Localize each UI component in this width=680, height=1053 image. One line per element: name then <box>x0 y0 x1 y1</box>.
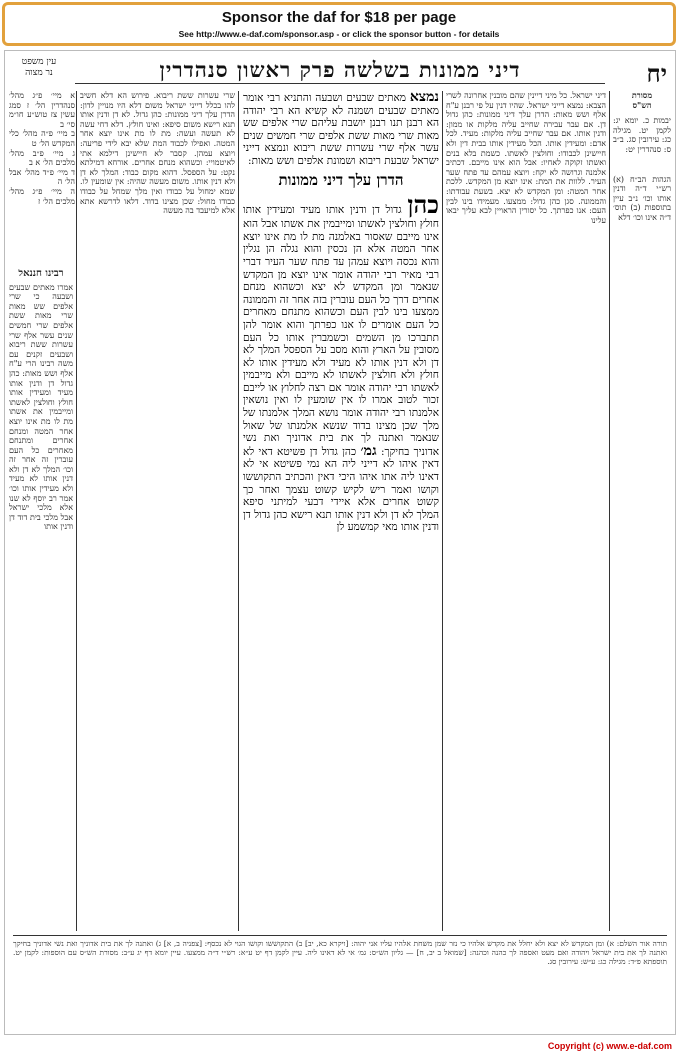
mesoret-text: יבמות כ. יומא יג: לקמן יט. מגילה כג: עירובין סג. ב״ב ס: סנהדרין יט: <box>613 116 671 154</box>
running-title: דיני ממונות בשלשה פרק ראשון סנהדרין <box>159 57 521 82</box>
ein-mishpat-column: א מיי׳ פ״ג מהל׳ סנהדרין הל׳ ז סמג עשין צז טוש״ע חו״מ סי׳ ב ב מיי׳ פ״ה מהל׳ כלי המקדש הל׳ ט ג מיי׳ פ״ב מהל׳ מלכים הל׳ א ב ד מיי׳ פ״ד מהל׳ אבל הל׳ ה ה מיי׳ פ״ג מהל׳ מלכים הל׳ ז <box>9 91 75 206</box>
daf-number: יח <box>646 59 667 88</box>
tosafot-column <box>80 91 235 931</box>
gemara-text-d: כהן גדול דן פשיטא דאי לא דאין איהו לא דייני ליה הא נמי פשיטא אי לא דאינו ליה אתו איהו היכי דאין והכתיב התקוששו וקושו ואמר ריש לקיש קשוט עצמך ואחר כך קשוט אחרים אלא איידי דבעי למיתני סיפא המלך לא דן ולא דנין אותו תנא רישא כהן גדול דן ודנין אותו מאי קמשמע לן <box>243 445 439 534</box>
mesoret-hashas-column <box>613 91 671 931</box>
sponsor-title[interactable]: Sponsor the daf for $18 per page <box>221 9 457 26</box>
gemara-marker: גמ׳ <box>360 442 377 459</box>
rashi-text: דיני ישראל. כל מיני דיינין שהם מובנין אחרונה לשרי הצבא: נמצא דייני ישראל. שהיו דנין על פי רבנן ע"ח אלף ושש מאות: הדרן עלך דיני ממונות: כהן גדול דן. אם עבר עבירה שחייב עליה מלקות או ממון: ודנין אותו. אם עבר שחייב עליה מלקות: מעיד. לכל אדם: ומעידין אותו. הכל מעידין אותו בבית דין ולא חיישינן לכבודו: וחולצין לאשתו. כשמת בלא בנים ואשתו זקוקה לאחיו: אבל הוא אינו מייבם. דכתיב אלמנה וגרושה לא יקח: ויוצא עמהם עד פתח שער העיר. ללוות את המת: אינו יוצא מן המקדש. ללכת אחר המטה: ומן המקדש לא יצא. בשעת עבודתו: והממונה. סגן כהן גדול: ממצעו. מעמידו בינו לבין העם: אנו כפרתך. כל יסורין הראויין לבא עליך יבאו עלינו <box>446 91 606 225</box>
rabbeinu-chananel-text: אמרו מאתים שבעים ושבעה כי שרי אלפים שש מאות שרי מאות ששת אלפים שרי חמשים שנים עשר אלף שרי עשרות ששת ריבוא ושבעים זקנים עם משה רבינו הרי ע"ח אלף ושש מאות: כהן גדול דן ודנין אותו מעיד ומעידין אותו חולץ וחולצין לאשתו ומייבמין את אשתו מת לו מת אינו יוצא אחר המטה ומנחם אחרים ומתנחם מאחרים כל העם עוברין זה אחר זה וכו׳ המלך לא דן ולא דנין אותו לא מעיד ולא מעידין אותו וכו׳ אמר רב יוסף לא שנו אלא מלכי ישראל אבל מלכי בית דוד דן ודנין אותו <box>9 282 73 532</box>
rabbeinu-chananel-column <box>9 269 73 929</box>
gemara-text-a: מאתים שבעים ושבעה והתניא רבי אומר מאתים שבעים ושמנה לא קשיא הא רבי יהודה הא רבנן תנו רבנן יושבת עליהם שרי אלפים שש מאות שרי מאות ששת אלפים שרי חמשים שנים עשר אלף שרי עשרות ששת ריבוא ונמצא דייני ישראל שבעת ריבוא ושמונת אלפים ושש מאות: <box>243 92 439 167</box>
mishna-text-b: גדול דן ודנין אותו מעיד ומעידין אותו חולץ וחולצין לאשתו ומייבמין את אשתו אבל הוא אינו מייבם שאסור באלמנה מת לו מת אינו יוצא אחר המטה אלא הן נכסין והוא נגלה הן נגלין והוא נכסה ויוצא עמהן עד פתח שער העיר דברי רבי מאיר רבי יהודה אומר אינו יוצא מן המקדש שנאמר ומן המקדש לא יצא וכשהוא מנחם אחרים דרך כל העם עוברין בזה אחר זה והממונה ממצעו בינו לבין העם וכשהוא מתנחם מאחרים כל העם אומרים לו אנו כפרתך והוא אומר להן תתברכו מן השמים וכשמברין אותו כל העם מסובין על הארץ והוא מסב על הספסל <box>243 204 439 357</box>
mishna-text-c: המלך לא דן ולא דנין אותו לא מעיד ולא מעידין אותו לא חולץ ולא חולצין לאשתו לא מייבם ולא מייבמין לאשתו רבי יהודה אומר אם רצה לחלוץ או לייבם זכור לטוב אמרו לו אין שומעין לו ואין נושאין אלמנתו רבי יהודה אומר נושא המלך אלמנתו של מלך שכן מצינו בדוד שנשא אלמנתו של שאול שנאמר ואתנה לך את בית אדוניך ואת נשי אדוניך בחיקך: <box>243 344 439 458</box>
rabbeinu-chananel-title: רבינו חננאל <box>18 269 64 279</box>
hagahot-habach: הגהות הב״ח (א) רש״י ד״ה ודנין אותו וכו׳ נ״ב עיין בתוספות (ב) תוס׳ ד״ה אינו וכו׳ דלא <box>613 174 671 222</box>
opening-word: נמצא <box>409 91 439 105</box>
rashi-column <box>446 91 606 931</box>
ein-mishpat-heading: עין משפט נר מצוה <box>21 57 57 78</box>
footer-rule <box>13 935 667 936</box>
kohen-gadol-opening: כהן <box>407 190 439 220</box>
header-rule <box>75 83 605 84</box>
sponsor-banner[interactable] <box>2 2 676 46</box>
column-divider-tosafot <box>238 91 239 931</box>
column-divider-left <box>76 91 77 931</box>
talmud-page <box>4 50 676 1035</box>
column-divider-rashi <box>442 91 443 931</box>
mesoret-heading: מסורת הש"ס <box>631 91 653 110</box>
column-divider-right <box>609 91 610 931</box>
tosafot-text: שרי עשרות ששת ריבוא. פירוש הא דלא חשיב להו בכלל דייני ישראל משום דלא היו מנויין לדון: הדרן עלך דיני ממונות: כהן גדול. לא דן ודנין אותו תנא רישא משום סיפא: ואינו חולץ. דלא דחי עשה לא תעשה ועשה: מת לו מת אינו יוצא אחר המטה. ואפילו לכבוד המת שלא יבא לידי פריעה: ויוצא עמהן. קסבר לא חיישינן דילמא אתי לאיטמויי: וכשהוא מנחם אחרים. אורחא דמילתא נקט: על הספסל. דהוא מקום כבוד: המלך לא דן ולא דנין אותו. משום מעשה שהיה: אין שומעין לו. שמא ימחול על כבודו ואין מלך שמחל על כבודו כבודו מחול: שכן מצינו בדוד. דלאו לדרשא אתא אלא למיעבד בה מעשה <box>80 91 235 216</box>
footnotes: תורה אור השלם: א) ומן המקדש לא יצא ולא יחלל את מקדש אלהיו כי נזר שמן משחת אלהיו עליו אני יהוה: [ויקרא כא, יב] ב) התקוששו וקושו הגוי לא נכסף: [צפניה ב, א] ג) ואתנה לך את בית אדוניך ואת נשי אדוניך בחיקך ואתנה לך את בית ישראל ויהודה ואם מעט ואספה לך כהנה וכהנה: [שמואל ב יב, ח] — גליון הש״ס: גמ׳ אי לא דאינו ליה. עיין לקמן דף יט ע״א: רש״י ד״ה ממצעו. עיין יומא דף יג ע״ב: מסורת הש״ס עם הוספות: לקמן יט. תוספתא פ״ד: מגילה כג: ע״ש: עירובין סג. <box>13 939 667 966</box>
hadran-heading: הדרן עלך דיני ממונות <box>278 170 404 189</box>
gemara-column <box>243 91 439 931</box>
sponsor-subtitle[interactable]: See http://www.e-daf.com/sponsor.asp - or click the sponsor button - for details <box>178 29 500 39</box>
copyright-link[interactable]: Copyright (c) www.e-daf.com <box>547 1041 672 1051</box>
